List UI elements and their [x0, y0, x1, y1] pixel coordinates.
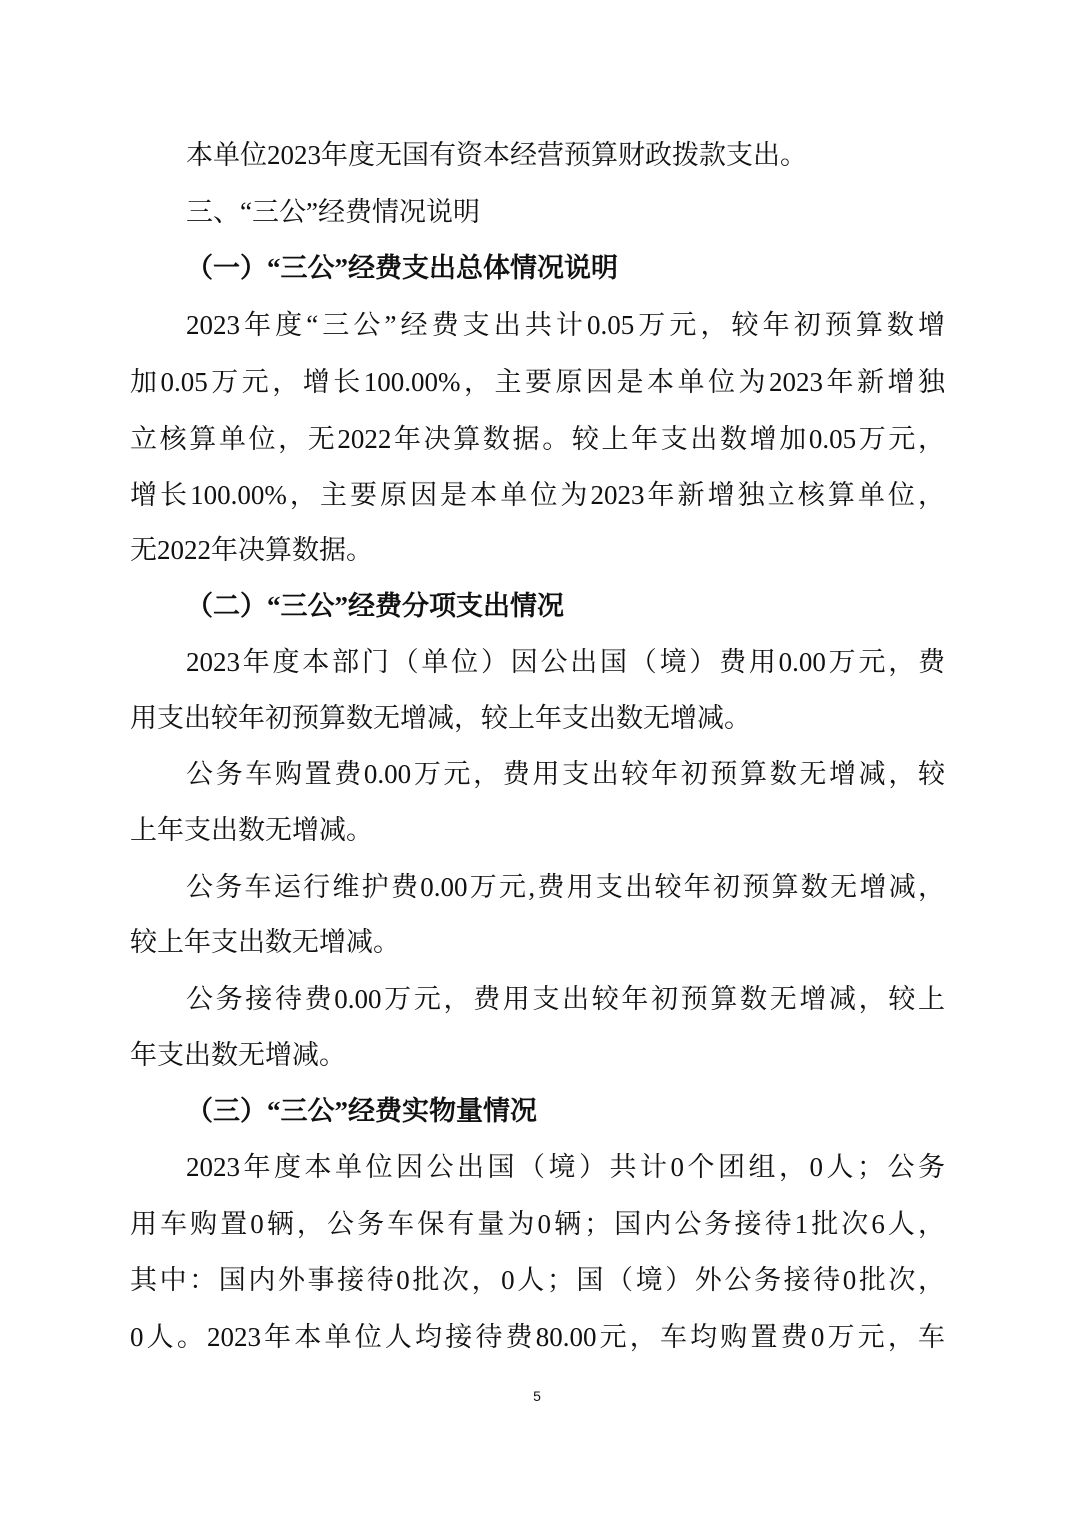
paragraph-line: 公务接待费0.00万元，费用支出较年初预算数无增减，较上 [186, 984, 945, 1014]
paragraph-line: 2023年度“三公”经费支出共计0.05万元，较年初预算数增 [186, 310, 945, 340]
paragraph-line: 加0.05万元，增长100.00%，主要原因是本单位为2023年新增独 [130, 367, 945, 397]
paragraph-line: 上年支出数无增减。 [130, 815, 373, 845]
subsection-heading: （三）“三公”经费实物量情况 [186, 1096, 537, 1126]
paragraph-line: 本单位2023年度无国有资本经营预算财政拨款支出。 [186, 140, 807, 170]
subsection-heading: （二）“三公”经费分项支出情况 [186, 591, 564, 621]
section-heading: 三、“三公”经费情况说明 [186, 197, 480, 227]
paragraph-line: 2023年度本单位因公出国（境）共计0个团组，0人；公务 [186, 1152, 945, 1182]
paragraph-line: 增长100.00%，主要原因是本单位为2023年新增独立核算单位， [130, 480, 945, 510]
paragraph-line: 年支出数无增减。 [130, 1040, 346, 1070]
paragraph-line: 其中：国内外事接待0批次，0人；国（境）外公务接待0批次， [130, 1265, 945, 1295]
page-number: 5 [533, 1388, 541, 1404]
paragraph-line: 公务车购置费0.00万元，费用支出较年初预算数无增减，较 [186, 759, 945, 789]
paragraph-line: 0人。2023年本单位人均接待费80.00元，车均购置费0万元，车 [130, 1322, 945, 1352]
paragraph-line: 用车购置0辆，公务车保有量为0辆；国内公务接待1批次6人， [130, 1209, 945, 1239]
paragraph-line: 用支出较年初预算数无增减，较上年支出数无增减。 [130, 703, 751, 733]
paragraph-line: 2023年度本部门（单位）因公出国（境）费用0.00万元，费 [186, 647, 945, 677]
paragraph-line: 公务车运行维护费0.00万元,费用支出较年初预算数无增减， [186, 872, 945, 902]
paragraph-line: 较上年支出数无增减。 [130, 927, 400, 957]
paragraph-line: 立核算单位，无2022年决算数据。较上年支出数增加0.05万元， [130, 424, 945, 454]
paragraph-line: 无2022年决算数据。 [130, 535, 373, 565]
subsection-heading: （一）“三公”经费支出总体情况说明 [186, 253, 618, 283]
